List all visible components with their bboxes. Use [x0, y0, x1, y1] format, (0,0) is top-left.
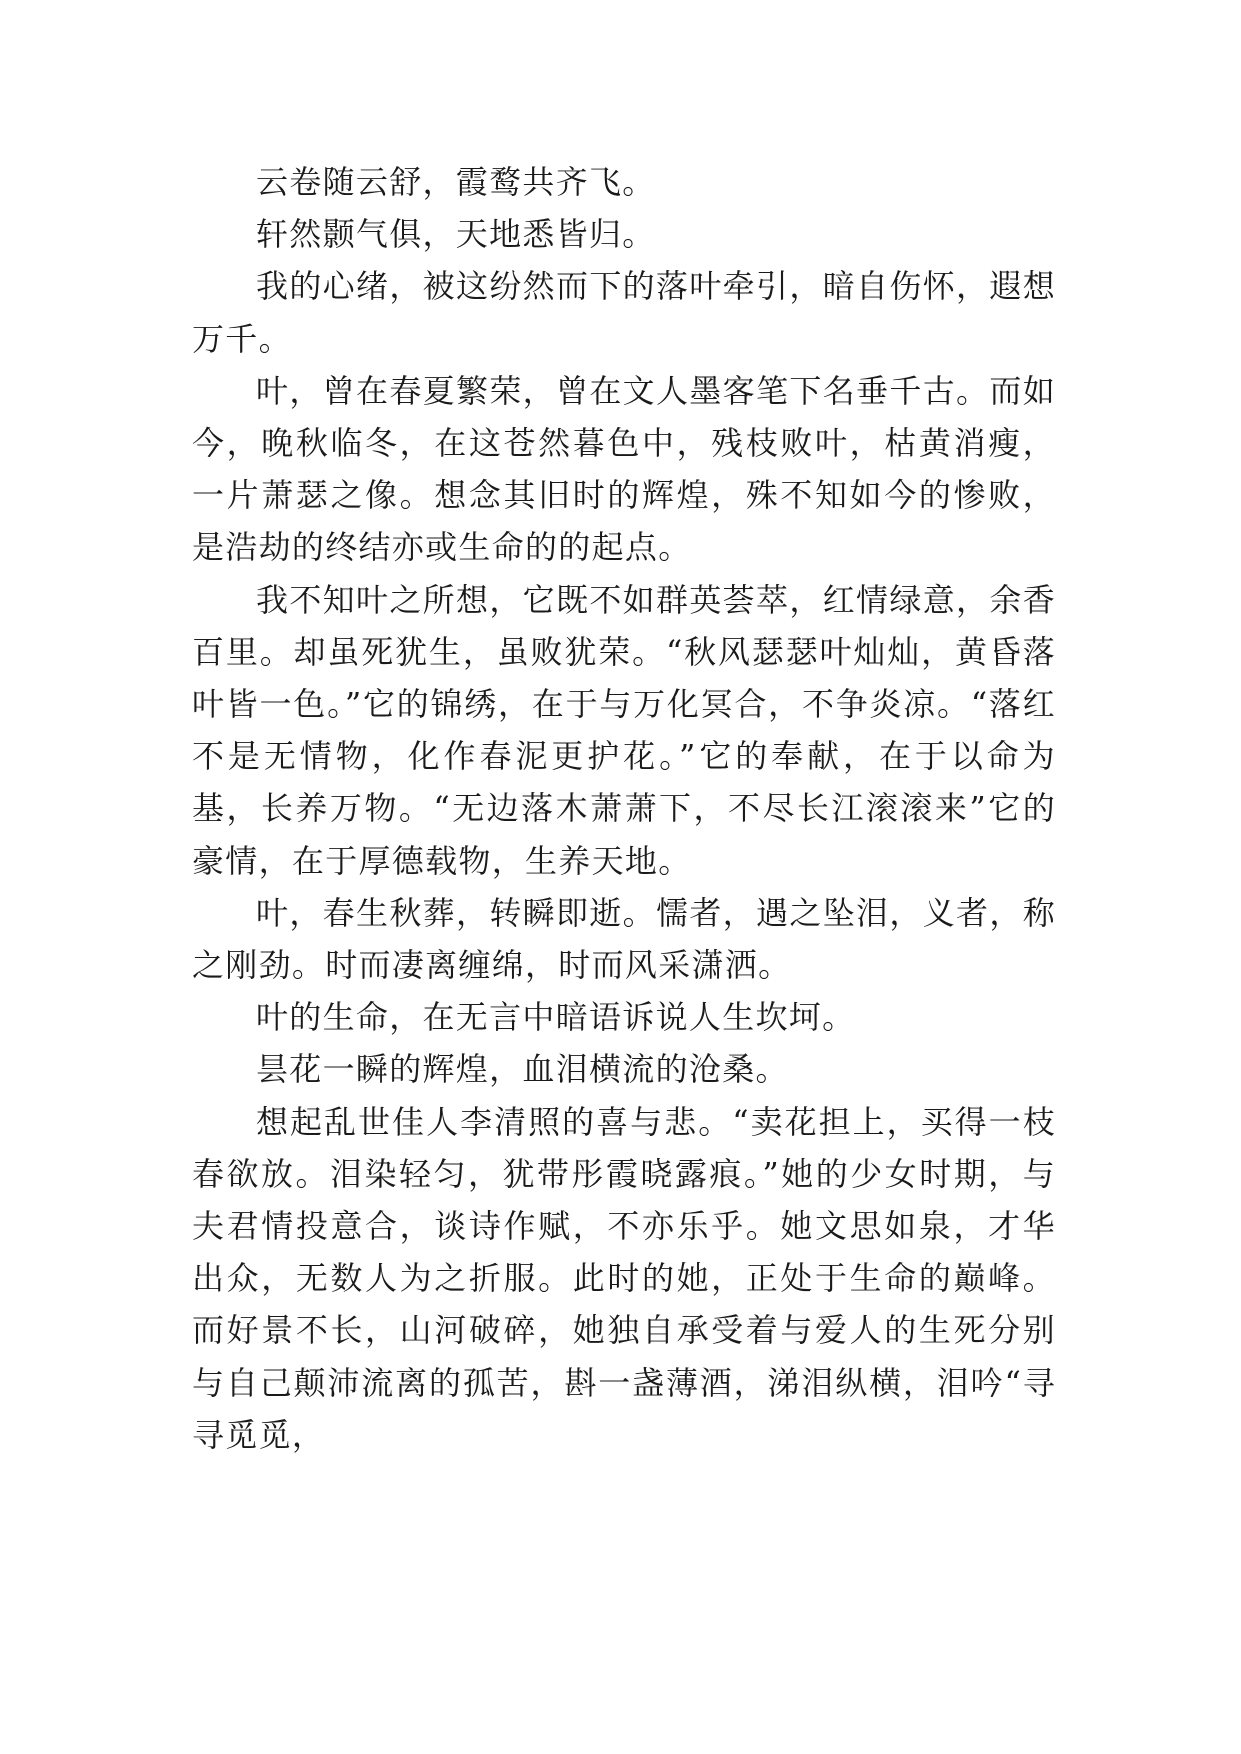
paragraph: 昙花一瞬的辉煌，血泪横流的沧桑。 [256, 1050, 789, 1089]
paragraph: 云卷随云舒，霞鹜共齐飞。 [256, 163, 656, 201]
paragraph: 我的心绪，被这纷然而下的落叶牵引，暗自伤怀，遐想万千。 [192, 267, 1056, 358]
paragraph: 轩然颢气俱，天地悉皆归。 [256, 215, 656, 254]
paragraph: 叶，曾在春夏繁荣，曾在文人墨客笔下名垂千古。而如今，晚秋临冬，在这苍然暮色中，残枝败叶，枯黄消瘦，一片萧瑟之像。想念其旧时的辉煌，殊不知如今的惨败，是浩劫的终结亦或生命的的起点。 [192, 371, 1056, 567]
body-text [192, 156, 1056, 1461]
paragraph: 叶，春生秋葬，转瞬即逝。懦者，遇之坠泪，义者，称之刚劲。时而凄离缠绵，时而风采潇洒。 [192, 893, 1056, 985]
paragraph: 想起乱世佳人李清照的喜与悲。“卖花担上，买得一枝春欲放。泪染轻匀，犹带彤霞晓露痕。”她的少女时期，与夫君情投意合，谈诗作赋，不亦乐乎。她文思如泉，才华出众，无数人为之折服。此时的她，正处于生命的巅峰。而好景不长，山河破碎，她独自承受着与爱人的生死分别与自己颠沛流离的孤苦，斟一盏薄酒，涕泪纵横，泪吟“寻寻觅觅， [192, 1102, 1056, 1454]
paragraph: 叶的生命，在无言中暗语诉说人生坎坷。 [256, 998, 856, 1037]
paragraph: 我不知叶之所想，它既不如群英荟萃，红情绿意，余香百里。却虽死犹生，虽败犹荣。“秋风瑟瑟叶灿灿，黄昏落叶皆一色。”它的锦绣，在于与万化冥合，不争炎凉。“落红不是无情物，化作春泥更护花。”它的奉献，在于以命为基，长养万物。“无边落木萧萧下，不尽长江滚滚来”它的豪情，在于厚德载物，生养天地。 [192, 580, 1056, 880]
